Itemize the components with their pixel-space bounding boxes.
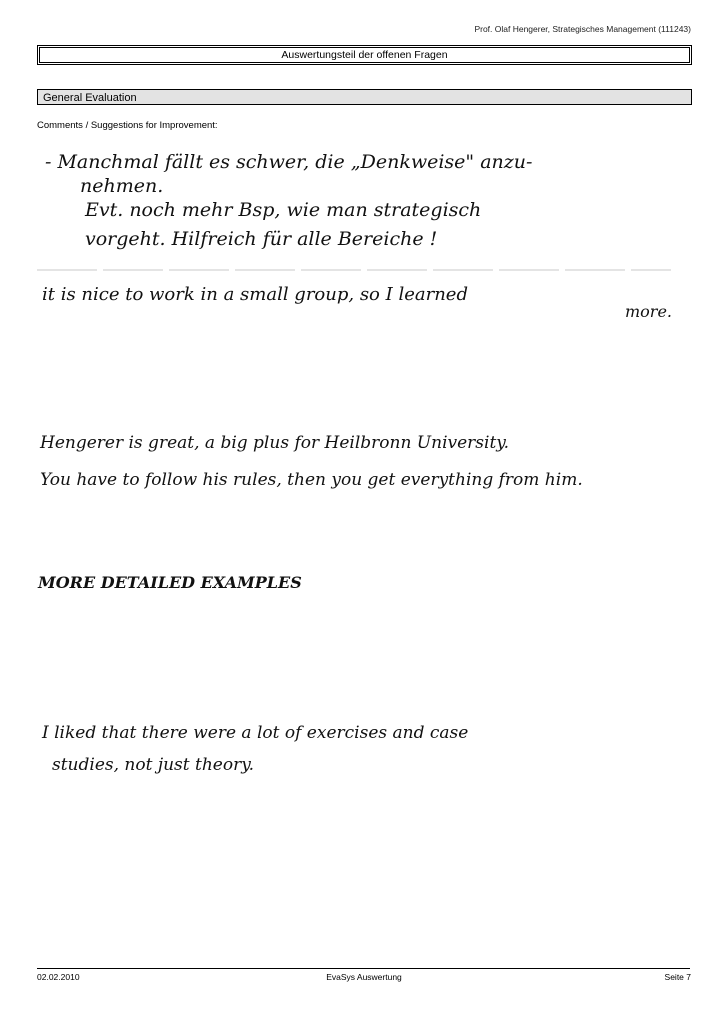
response-line: MORE DETAILED EXAMPLES [38, 573, 302, 592]
response-4 [37, 573, 302, 592]
footer-page: Seite 7 [664, 972, 691, 982]
response-line: Hengerer is great, a big plus for Heilbronn University. [40, 433, 510, 453]
response-line: You have to follow his rules, then you get everything from him. [40, 470, 583, 490]
response-3 [39, 433, 583, 490]
response-2 [42, 284, 672, 321]
question-label: Comments / Suggestions for Improvement: [37, 120, 218, 131]
footer-date: 02.02.2010 [37, 972, 80, 982]
response-1 [45, 151, 532, 250]
response-line: nehmen. [80, 175, 164, 197]
response-line: more. [625, 302, 673, 321]
response-line: I liked that there were a lot of exercises and case [42, 723, 469, 743]
footer-rule [37, 968, 690, 969]
response-line: - Manchmal fällt es schwer, die „Denkweise" anzu- [45, 151, 533, 173]
page-title: Auswertungsteil der offenen Fragen [37, 45, 692, 65]
response-5 [41, 723, 468, 775]
response-line: Evt. noch mehr Bsp, wie man strategisch [85, 199, 482, 221]
response-line: studies, not just theory. [52, 755, 254, 775]
response-line: it is nice to work in a small group, so I learned [42, 284, 468, 305]
section-title: General Evaluation [37, 89, 692, 105]
header-meta: Prof. Olaf Hengerer, Strategisches Management (111243) [474, 24, 691, 34]
response-line: vorgeht. Hilfreich für alle Bereiche ! [85, 228, 438, 250]
footer-center: EvaSys Auswertung [326, 972, 402, 982]
